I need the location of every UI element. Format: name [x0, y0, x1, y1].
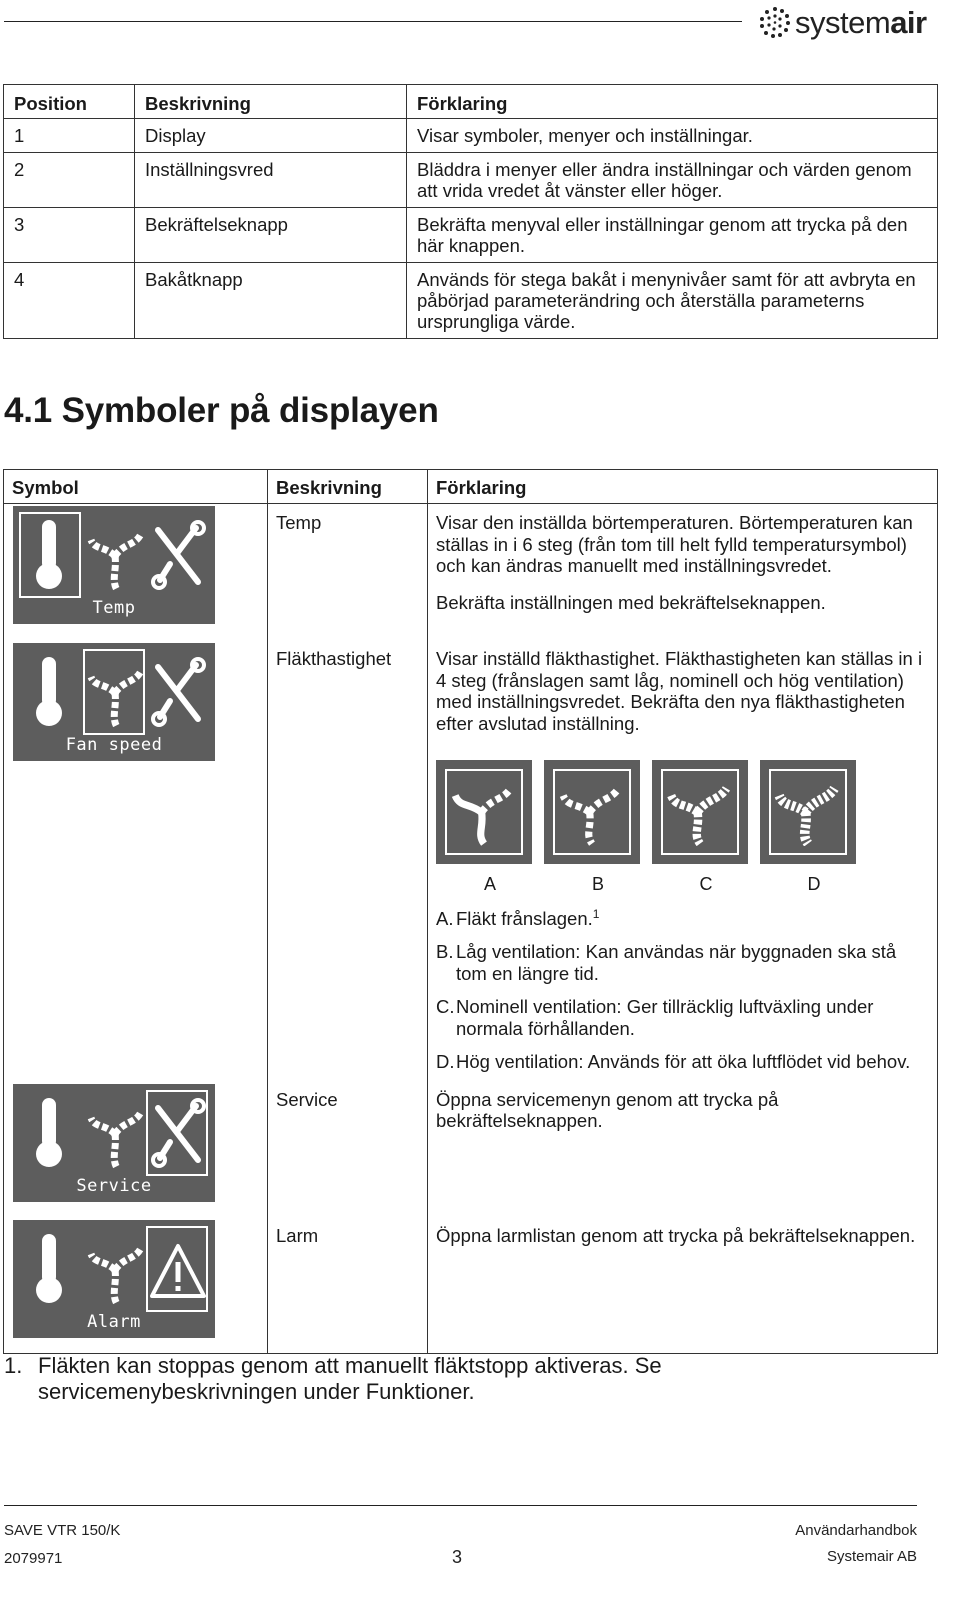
header-rule [4, 21, 742, 22]
row-position: 4 [4, 263, 135, 339]
col-description: Beskrivning [268, 470, 428, 504]
table-row [4, 153, 938, 208]
footer-model: SAVE VTR 150/K [4, 1522, 121, 1539]
row-explanation: Används för stega bakåt i menynivåer samt för att avbryta en påbörjad parameterändring och återställa parameterns ursprungliga värde. [407, 263, 938, 339]
footer-company: Systemair AB [826, 1548, 917, 1565]
row-position: 1 [4, 119, 135, 153]
tools-icon [148, 516, 208, 594]
fan-icon [556, 774, 628, 846]
symbols-table [3, 469, 938, 1354]
table-header-row [4, 85, 938, 119]
row-explanation-note: Bekräfta inställningen med bekräftelseknappen. [436, 591, 826, 613]
page-number: 3 [452, 1547, 463, 1567]
row-description: Inställningsvred [135, 153, 407, 208]
row-explanation: Öppna larmlistan genom att trycka på bekräftelseknappen. [428, 1217, 938, 1354]
table-row [4, 119, 938, 153]
list-item: A. Fläkt frånslagen.$^1$ [436, 906, 600, 929]
systemair-logo [758, 4, 958, 40]
fan-speed-steps [436, 760, 929, 864]
alarm-display-symbol [13, 1220, 215, 1338]
thermometer-icon [20, 516, 80, 594]
fan-icon [85, 516, 145, 594]
controls-table [3, 84, 938, 339]
logo-dots-icon [758, 5, 792, 39]
fan-step-letter: C [699, 874, 713, 894]
row-explanation: Visar symboler, menyer och inställningar. [407, 119, 938, 153]
fan-step-b [544, 760, 640, 864]
thermometer-icon [20, 653, 80, 731]
col-explanation: Förklaring [407, 85, 938, 119]
thermometer-icon [20, 1094, 80, 1172]
fan-step-list [436, 908, 929, 1073]
temp-display-symbol [13, 506, 215, 624]
list-item: D. Hög ventilation: Används för att öka luftflödet vid behov. [436, 1051, 911, 1072]
row-explanation: Visar den inställda börtemperaturen. Börtemperaturen kan ställas in i 6 steg (från tom till helt fylld temperatursymbol) och kan ändras manuellt med inställningsvredet. [436, 512, 913, 576]
fan-step-d [760, 760, 856, 864]
display-label: Fan speed [65, 735, 163, 755]
fan-icon [664, 774, 736, 846]
fan-step-c [652, 760, 748, 864]
fan-step-letter: B [591, 874, 604, 894]
col-explanation: Förklaring [428, 470, 938, 504]
row-explanation: Bläddra i menyer eller ändra inställningar och värden genom att vrida vredet åt vänster eller höger. [407, 153, 938, 208]
row-position: 3 [4, 208, 135, 263]
fan-step-a [436, 760, 532, 864]
table-row [4, 504, 938, 641]
footer-rule [4, 1505, 917, 1506]
footnote-text: Fläkten kan stoppas genom att manuellt fläktstopp aktiveras. Se servicemenybeskrivningen under Funktioner. [38, 1353, 662, 1404]
row-description: Temp [268, 504, 428, 641]
table-row [4, 640, 938, 1081]
footer-doc-number: 2079971 [4, 1550, 63, 1567]
table-row [4, 1081, 938, 1217]
row-explanation: Visar inställd fläkthastighet. Fläkthastigheten kan ställas in i 4 steg (frånslagen samt låg, nominell och hög ventilation) med inställningsvredet. Bekräfta den nya fläkthastigheten efter avslutad inställning. [436, 648, 923, 734]
list-item: C. Nominell ventilation: Ger tillräcklig luftväxling under normala förhållanden. [436, 996, 874, 1039]
service-display-symbol [13, 1084, 215, 1202]
row-explanation: Öppna servicemenyn genom att trycka på bekräftelseknappen. [428, 1081, 938, 1217]
alarm-icon [148, 1230, 208, 1308]
table-row [4, 208, 938, 263]
fan-step-labels [436, 874, 929, 896]
fan-icon [448, 774, 520, 846]
col-position: Position [4, 85, 135, 119]
row-description: Bekräftelseknapp [135, 208, 407, 263]
col-symbol: Symbol [4, 470, 268, 504]
display-label: Service [76, 1175, 152, 1196]
section-title: 4.1 Symboler på displayen [4, 391, 439, 430]
row-explanation: Bekräfta menyval eller inställningar genom att trycka på den här knappen. [407, 208, 938, 263]
row-description: Larm [268, 1217, 428, 1354]
list-item: B. Låg ventilation: Kan användas när byggnaden ska stå tom en längre tid. [436, 941, 897, 984]
tools-icon [148, 653, 208, 731]
fan-speed-display-symbol [13, 643, 215, 761]
display-label: Alarm [87, 1311, 141, 1332]
row-description: Fläkthastighet [268, 640, 428, 1081]
fan-step-letter: D [807, 874, 821, 894]
fan-icon [85, 653, 145, 731]
fan-icon [772, 774, 844, 846]
footnote-number: 1. [4, 1353, 23, 1378]
fan-icon [85, 1230, 145, 1308]
row-position: 2 [4, 153, 135, 208]
footnote [4, 1353, 764, 1405]
thermometer-icon [20, 1230, 80, 1308]
tools-icon [148, 1094, 208, 1172]
display-label: Temp [92, 598, 136, 618]
fan-step-letter: A [483, 874, 496, 894]
table-header-row [4, 470, 938, 504]
col-description: Beskrivning [135, 85, 407, 119]
footer-doc-type: Användarhandbok [795, 1522, 917, 1539]
brand-name: systemair [795, 4, 927, 40]
row-description: Display [135, 119, 407, 153]
row-description: Bakåtknapp [135, 263, 407, 339]
table-row [4, 1217, 938, 1354]
fan-icon [85, 1094, 145, 1172]
table-row [4, 263, 938, 339]
row-description: Service [268, 1081, 428, 1217]
